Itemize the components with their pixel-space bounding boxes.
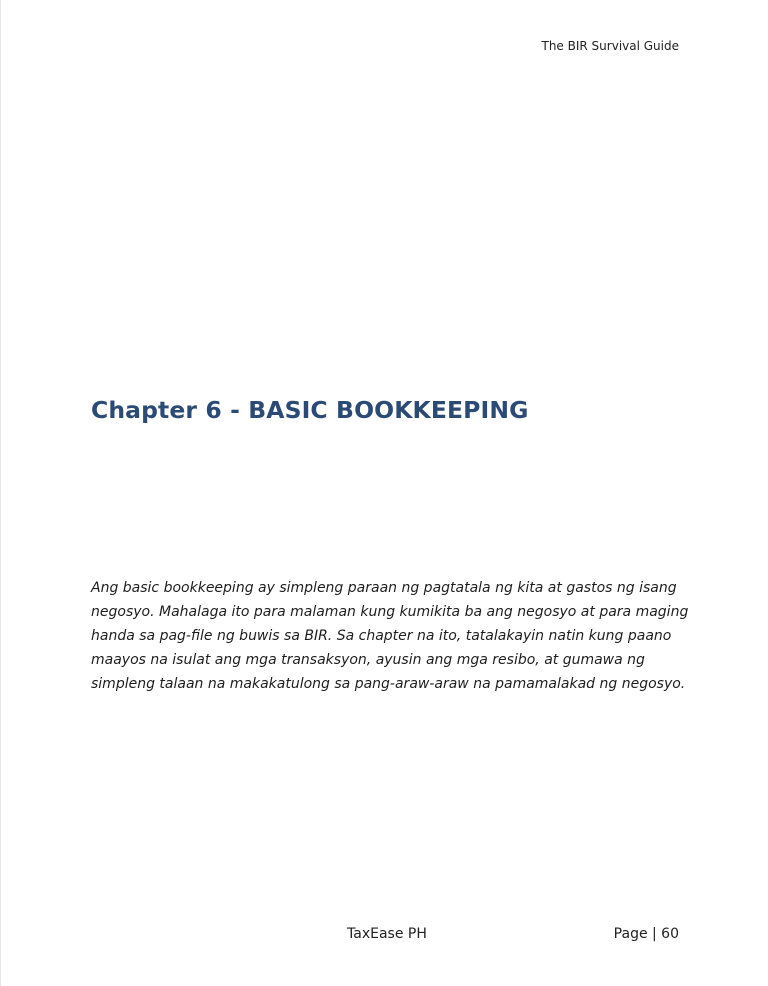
- chapter-title: Chapter 6 - BASIC BOOKKEEPING: [91, 396, 529, 424]
- intro-line: maayos na isulat ang mga transaksyon, ayusin ang mga resibo, at gumawa ng: [91, 652, 645, 668]
- running-header: The BIR Survival Guide: [541, 39, 679, 53]
- intro-line: negosyo. Mahalaga ito para malaman kung kumikita ba ang negosyo at para maging: [91, 604, 689, 620]
- intro-line: handa sa pag-file ng buwis sa BIR. Sa chapter na ito, tatalakayin natin kung paano: [91, 628, 672, 644]
- footer-publisher: TaxEase PH: [347, 926, 427, 942]
- chapter-intro-paragraph: [91, 576, 691, 696]
- intro-line: Ang basic bookkeeping ay simpleng paraan ng pagtatala ng kita at gastos ng isang: [91, 580, 677, 596]
- intro-line: simpleng talaan na makakatulong sa pang-araw-araw na pamamalakad ng negosyo.: [91, 676, 686, 692]
- page-number: Page | 60: [613, 926, 679, 942]
